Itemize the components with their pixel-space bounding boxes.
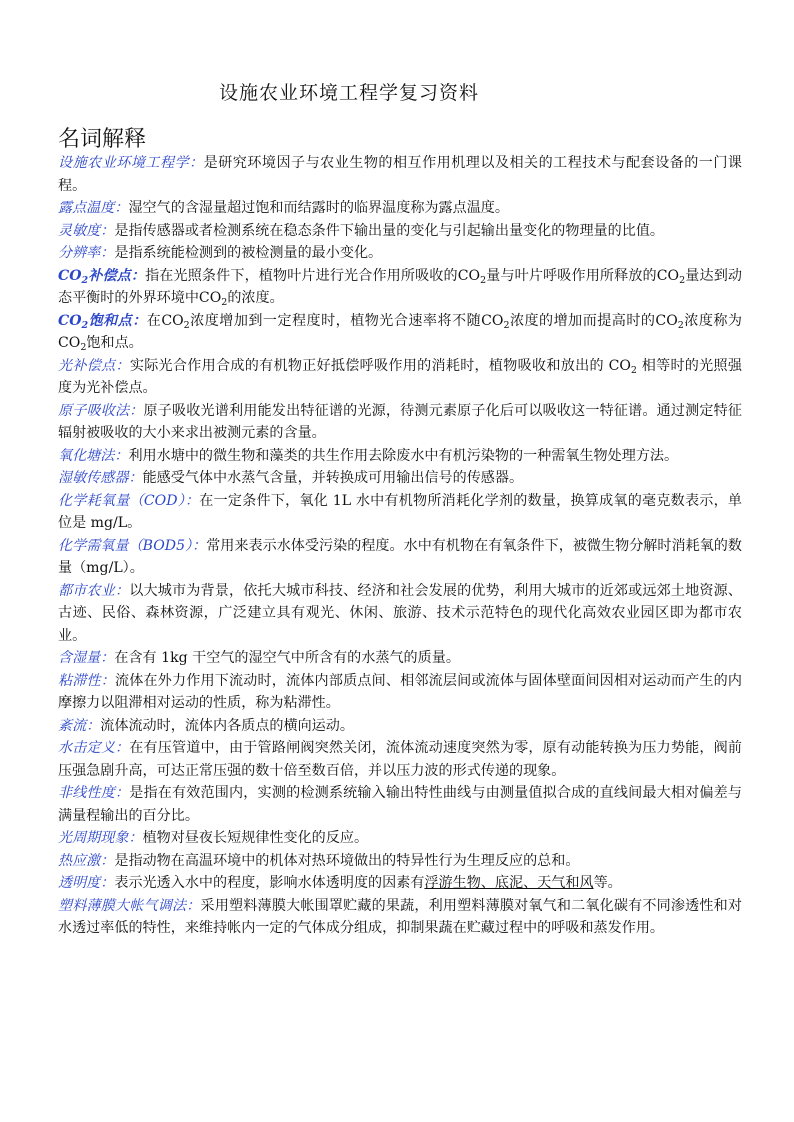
term-label: 分辨率：: [58, 245, 115, 261]
definition-entry: [58, 310, 742, 355]
definition-entry: [58, 827, 742, 850]
definition-entry: [58, 467, 742, 490]
definition-text: 原子吸收光谱利用能发出特征谱的光源，待测元素原子化后可以吸收这一特征谱。通过测定特征辐射被吸收的大小来求出被测元素的含量。: [58, 402, 743, 441]
definition-text: 是指系统能检测到的被检测量的最小变化。: [114, 245, 383, 261]
term-label: 热应激：: [58, 852, 115, 869]
definition-entry: [58, 647, 742, 670]
term-label: 都市农业：: [58, 582, 130, 599]
term-label: 设施农业环境工程学：: [58, 155, 204, 171]
definition-entry: [58, 737, 742, 782]
section-heading: 名词解释: [58, 127, 147, 152]
term-label: 化学需氧量（BOD5）：: [58, 537, 207, 554]
term-label: 氧化塘法：: [58, 447, 129, 464]
term-label: 露点温度：: [58, 200, 129, 216]
definition-text: 在一定条件下，氧化 1L 水中有机物所消耗化学剂的数量，换算成氧的毫克数表示，单位是 mg/L。: [58, 492, 742, 531]
definition-text: 指在光照条件下，植物叶片进行光合作用所吸收的$CO_2$量与叶片呼吸作用所释放的$CO_2$量达到动态平衡时的外界环境中$CO_2$的浓度。: [58, 267, 743, 308]
definition-text: 是指传感器或者检测系统在稳态条件下输出量的变化与引起输出量变化的物理量的比值。: [114, 222, 665, 239]
term-label: 非线性度：: [58, 785, 130, 801]
definition-text: 流体在外力作用下流动时，流体内部质点间、相邻流层间或流体与固体壁面间因相对运动而产生的内摩擦力以阻滞相对运动的性质，称为粘滞性。: [58, 672, 742, 711]
definition-text: 是研究环境因子与农业生物的相互作用机理以及相关的工程技术与配套设备的一门课程。: [58, 155, 743, 194]
definition-text: 流体流动时，流体内各质点的横向运动。: [100, 717, 354, 734]
definition-text: 能感受气体中水蒸气含量，并转换成可用输出信号的传感器。: [142, 470, 524, 486]
term-label: 透明度：: [58, 875, 115, 891]
definition-text: 以大城市为背景，依托大城市科技、经济和社会发展的优势，利用大城市的近郊或远郊土地资源、古迹、民俗、森林资源，广泛建立具有观光、休闲、旅游、技术示范特色的现代化高效农业园区即为都市农业。: [58, 582, 743, 644]
definition-entry: [58, 670, 742, 715]
definition-entry: [58, 152, 742, 197]
term-label: 原子吸收法：: [58, 402, 144, 419]
term-label: $CO_2$饱和点：: [58, 312, 147, 331]
definition-text: 表示光透入水中的程度，影响水体透明度的因素有浮游生物、底泥、天气和风等。: [114, 875, 622, 891]
term-label: 灵敏度：: [58, 222, 115, 239]
definition-entry: [58, 490, 742, 535]
term-label: 化学耗氧量（COD）：: [58, 492, 200, 509]
term-label: 塑料薄膜大帐气调法：: [58, 897, 201, 914]
definition-entry: [58, 872, 742, 895]
definition-entry: [58, 782, 742, 827]
definition-text: 是指动物在高温环境中的机体对热环境做出的特异性行为生理反应的总和。: [114, 852, 580, 869]
term-label: 粘滞性：: [58, 672, 116, 689]
definition-entry: [58, 445, 742, 468]
definition-entry: [58, 242, 742, 265]
term-label: $CO_2$补偿点：: [58, 267, 146, 286]
definition-entry: [58, 580, 742, 648]
definition-text: 在$CO_2$浓度增加到一定程度时，植物光合速率将不随$CO_2$浓度的增加而提高时的$CO_2$浓度称为$CO_2$饱和点。: [58, 312, 743, 353]
definition-text: 采用塑料薄膜大帐围罩贮藏的果蔬，利用塑料薄膜对氧气和二氧化碳有不同渗透性和对水透过率低的特性，来维持帐内一定的气体成分组成，抑制果蔬在贮藏过程中的呼吸和蒸发作用。: [58, 897, 743, 936]
definition-text: 常用来表示水体受污染的程度。水中有机物在有氧条件下，被微生物分解时消耗氧的数量（mg/L）。: [58, 537, 743, 576]
definition-entry: [58, 535, 742, 580]
definition-text: 是指在有效范围内，实测的检测系统输入输出特性曲线与由测量值拟合成的直线间最大相对偏差与满量程输出的百分比。: [58, 785, 743, 824]
definition-entry: [58, 220, 742, 243]
definition-text: 利用水塘中的微生物和藻类的共生作用去除废水中有机污染物的一种需氧生物处理方法。: [128, 447, 679, 464]
document-title: 设施农业环境工程学复习资料: [218, 82, 479, 104]
definition-text: 在含有 1kg 干空气的湿空气中所含有的水蒸气的质量。: [114, 650, 460, 666]
term-label: 湿敏传感器：: [58, 470, 143, 486]
definition-text: 植物对昼夜长短规律性变化的反应。: [142, 830, 369, 846]
definition-entry: [58, 715, 742, 738]
definition-text: 实际光合作用合成的有机物正好抵偿呼吸作用的消耗时，植物吸收和放出的 $CO_2$ 相等时的光照强度为光补偿点。: [58, 357, 742, 396]
definition-text: 湿空气的含湿量超过饱和而结露时的临界温度称为露点温度。: [128, 200, 509, 216]
term-label: 紊流：: [58, 717, 101, 734]
definition-entry: [58, 400, 742, 445]
definitions-list: [58, 152, 742, 940]
definition-entry: [58, 265, 742, 310]
term-label: 光补偿点：: [58, 357, 130, 374]
term-label: 水击定义：: [58, 740, 130, 756]
term-label: 光周期现象：: [58, 830, 143, 846]
definition-text: 在有压管道中，由于管路闸阀突然关闭，流体流动速度突然为零，原有动能转换为压力势能，阀前压强急剧升高，可达正常压强的数十倍至数百倍，并以压力波的形式传递的现象。: [58, 740, 743, 779]
definition-entry: [58, 850, 742, 873]
definition-entry: [58, 355, 742, 400]
definition-entry: [58, 895, 742, 940]
definition-entry: [58, 197, 742, 220]
term-label: 含湿量：: [58, 650, 115, 666]
